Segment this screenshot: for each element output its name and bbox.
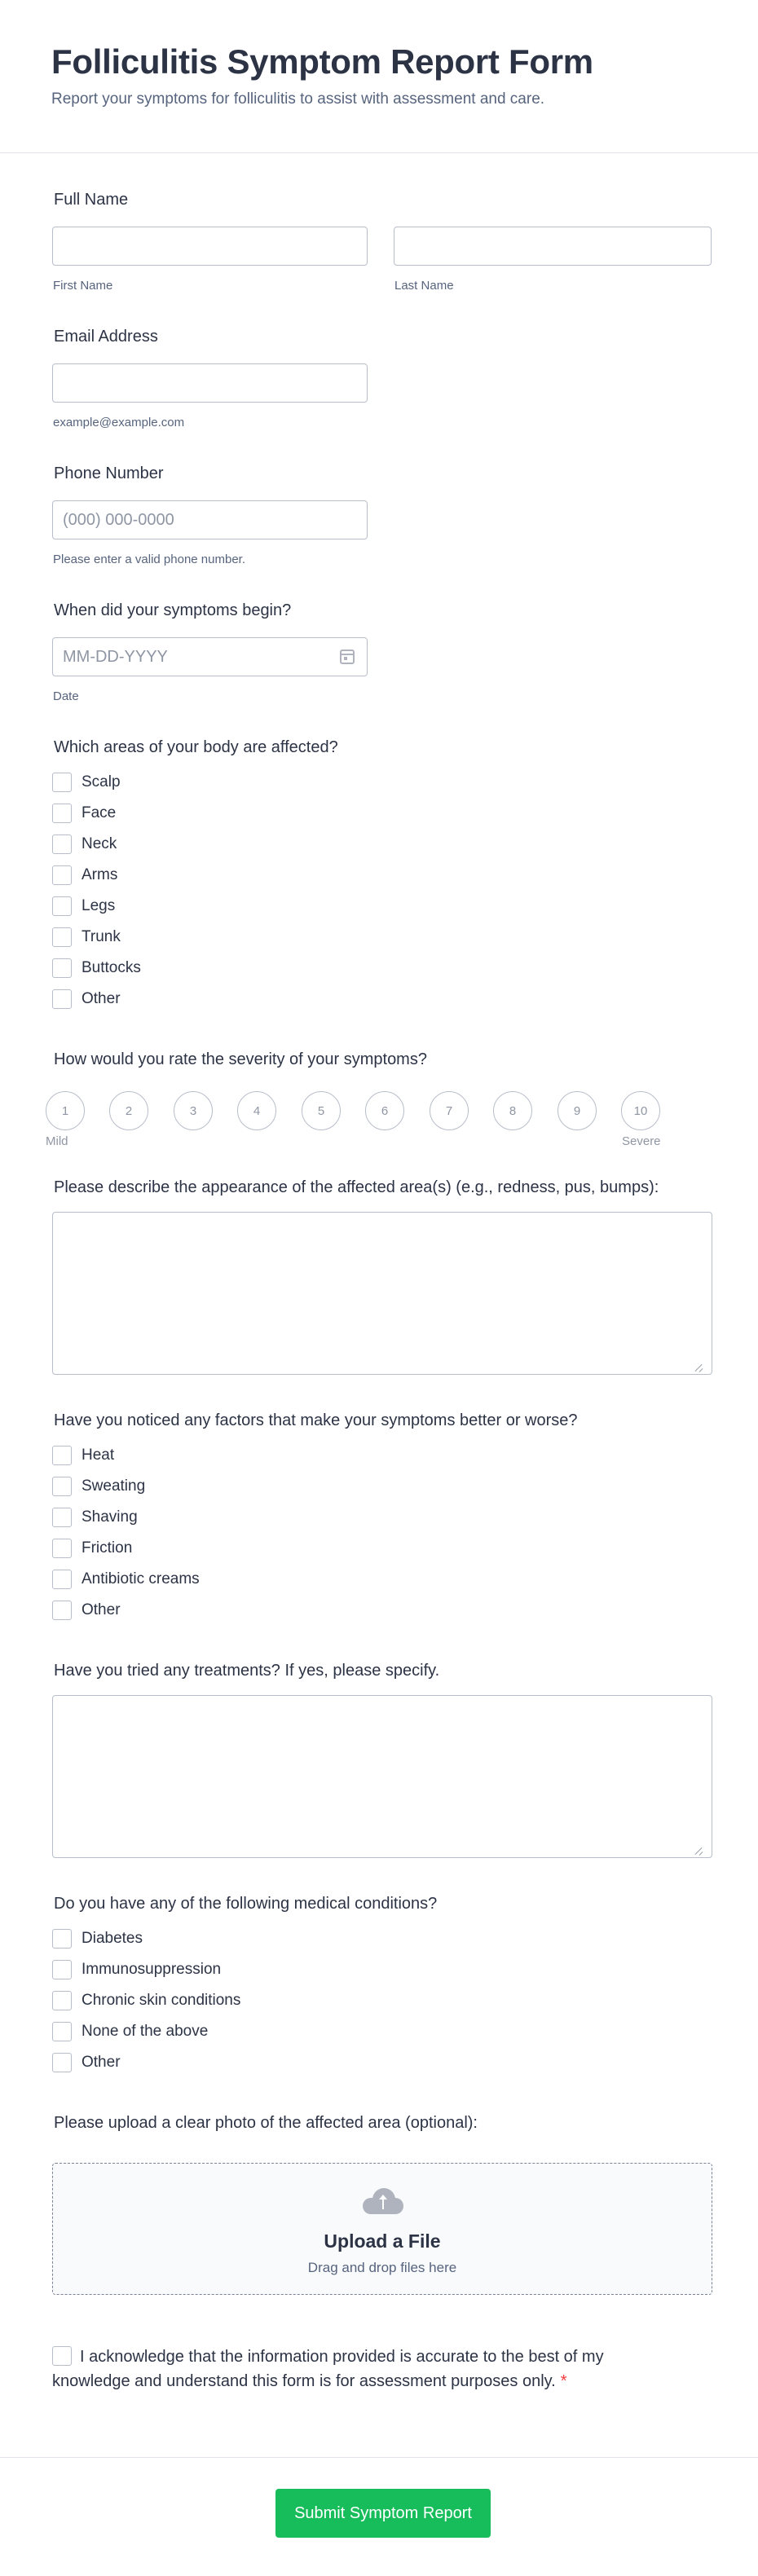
checkbox[interactable] xyxy=(52,1539,72,1558)
checkbox-label: Sweating xyxy=(82,1477,146,1495)
checkbox[interactable] xyxy=(52,1960,72,1979)
checkbox[interactable] xyxy=(52,773,72,792)
first-name-input[interactable] xyxy=(52,227,368,266)
email-input[interactable] xyxy=(52,363,368,403)
checkbox-option[interactable] xyxy=(52,1600,121,1621)
checkbox-option[interactable] xyxy=(52,958,141,979)
checkbox-label: Other xyxy=(82,2054,121,2071)
checkbox-option[interactable] xyxy=(52,803,116,824)
checkbox-option[interactable] xyxy=(52,1538,132,1559)
severity-label: How would you rate the severity of your symptoms? xyxy=(54,1050,427,1068)
footer-divider xyxy=(0,2457,758,2458)
phone-label: Phone Number xyxy=(54,465,164,482)
scale-option-1[interactable]: 1 xyxy=(46,1091,85,1130)
checkbox-option[interactable] xyxy=(52,865,117,886)
checkbox-label: Arms xyxy=(82,866,118,883)
acknowledge-text: I acknowledge that the information provided is accurate to the best of my knowledge and understand this form is for assessment purposes only. xyxy=(52,2348,604,2390)
scale-option-5[interactable]: 5 xyxy=(302,1091,341,1130)
last-name-sublabel: Last Name xyxy=(394,279,454,293)
checkbox-option[interactable] xyxy=(52,1928,143,1949)
checkbox-label: Buttocks xyxy=(82,959,141,976)
conditions-label: Do you have any of the following medical conditions? xyxy=(54,1895,438,1913)
checkbox-label: Shaving xyxy=(82,1508,138,1526)
checkbox-option[interactable] xyxy=(52,1507,138,1528)
scale-option-6[interactable]: 6 xyxy=(365,1091,404,1130)
checkbox-option[interactable] xyxy=(52,927,121,948)
checkbox[interactable] xyxy=(52,1570,72,1589)
scale-option-8[interactable]: 8 xyxy=(493,1091,532,1130)
checkbox-option[interactable] xyxy=(52,772,121,793)
checkbox-label: None of the above xyxy=(82,2023,209,2040)
checkbox-option[interactable] xyxy=(52,1569,200,1590)
checkbox-label: Diabetes xyxy=(82,1930,143,1947)
checkbox-option[interactable] xyxy=(52,2052,121,2073)
scale-option-4[interactable]: 4 xyxy=(237,1091,276,1130)
appearance-textarea[interactable] xyxy=(52,1212,712,1375)
checkbox[interactable] xyxy=(52,958,72,978)
submit-button[interactable]: Submit Symptom Report xyxy=(275,2489,491,2538)
scale-option-7[interactable]: 7 xyxy=(430,1091,469,1130)
last-name-input[interactable] xyxy=(394,227,712,266)
treatments-textarea[interactable] xyxy=(52,1695,712,1858)
factors-label: Have you noticed any factors that make your symptoms better or worse? xyxy=(54,1411,578,1429)
checkbox-label: Face xyxy=(82,804,117,821)
phone-input[interactable] xyxy=(52,500,368,539)
full-name-label: Full Name xyxy=(54,191,129,209)
checkbox-option[interactable] xyxy=(52,1445,114,1466)
checkbox-option[interactable] xyxy=(52,2021,208,2042)
checkbox[interactable] xyxy=(52,896,72,916)
checkbox[interactable] xyxy=(52,1508,72,1527)
appearance-label: Please describe the appearance of the affected area(s) (e.g., redness, pus, bumps): xyxy=(54,1178,659,1196)
checkbox-option[interactable] xyxy=(52,1959,221,1980)
upload-label: Please upload a clear photo of the affected area (optional): xyxy=(54,2114,478,2132)
checkbox[interactable] xyxy=(52,1601,72,1620)
phone-sublabel: Please enter a valid phone number. xyxy=(53,553,245,566)
checkbox[interactable] xyxy=(52,2053,72,2072)
checkbox-label: Heat xyxy=(82,1447,115,1464)
checkbox[interactable] xyxy=(52,1991,72,2010)
upload-title: Upload a File xyxy=(324,2230,441,2252)
body-areas-label: Which areas of your body are affected? xyxy=(54,738,338,756)
form-subtitle: Report your symptoms for folliculitis to assist with assessment and care. xyxy=(51,90,545,108)
checkbox[interactable] xyxy=(52,1446,72,1465)
scale-option-3[interactable]: 3 xyxy=(174,1091,213,1130)
symptom-start-sublabel: Date xyxy=(53,689,79,703)
treatments-label: Have you tried any treatments? If yes, please specify. xyxy=(54,1662,440,1680)
acknowledge-checkbox-row[interactable] xyxy=(52,2345,639,2393)
acknowledge-checkbox[interactable] xyxy=(52,2346,72,2366)
checkbox[interactable] xyxy=(52,1477,72,1496)
checkbox[interactable] xyxy=(52,804,72,823)
symptom-start-label: When did your symptoms begin? xyxy=(54,601,292,619)
cloud-upload-icon xyxy=(363,2188,403,2214)
checkbox-label: Antibiotic creams xyxy=(82,1570,200,1587)
email-label: Email Address xyxy=(54,328,158,346)
checkbox-label: Other xyxy=(82,1601,121,1618)
checkbox[interactable] xyxy=(52,1929,72,1949)
checkbox-option[interactable] xyxy=(52,834,117,855)
checkbox[interactable] xyxy=(52,865,72,885)
checkbox-option[interactable] xyxy=(52,896,115,917)
checkbox-label: Neck xyxy=(82,835,117,852)
scale-option-9[interactable]: 9 xyxy=(557,1091,597,1130)
checkbox[interactable] xyxy=(52,834,72,854)
checkbox[interactable] xyxy=(52,2022,72,2041)
checkbox-option[interactable] xyxy=(52,1476,145,1497)
file-upload-dropzone[interactable] xyxy=(52,2163,712,2295)
resize-grip-icon[interactable] xyxy=(694,1847,703,1855)
checkbox-label: Chronic skin conditions xyxy=(82,1992,241,2009)
checkbox-label: Other xyxy=(82,990,121,1007)
upload-subtitle: Drag and drop files here xyxy=(307,2260,457,2275)
first-name-sublabel: First Name xyxy=(53,279,113,293)
calendar-icon[interactable] xyxy=(340,650,355,664)
form-title: Folliculitis Symptom Report Form xyxy=(51,42,593,81)
checkbox-label: Legs xyxy=(82,897,116,914)
checkbox-option[interactable] xyxy=(52,989,121,1010)
resize-grip-icon[interactable] xyxy=(694,1363,703,1372)
checkbox-label: Scalp xyxy=(82,773,121,790)
checkbox[interactable] xyxy=(52,989,72,1009)
email-sublabel: example@example.com xyxy=(53,416,185,429)
checkbox[interactable] xyxy=(52,927,72,947)
scale-option-2[interactable]: 2 xyxy=(109,1091,148,1130)
form-header xyxy=(0,0,758,153)
scale-min-label: Mild xyxy=(46,1134,68,1148)
scale-option-10[interactable]: 10 xyxy=(621,1091,660,1130)
required-mark: * xyxy=(560,2372,567,2390)
scale-max-label: Severe xyxy=(622,1134,661,1148)
symptom-start-date-input[interactable] xyxy=(52,637,368,676)
checkbox-option[interactable] xyxy=(52,1990,240,2011)
checkbox-label: Immunosuppression xyxy=(82,1961,222,1978)
checkbox-label: Friction xyxy=(82,1539,133,1557)
checkbox-label: Trunk xyxy=(82,928,121,945)
